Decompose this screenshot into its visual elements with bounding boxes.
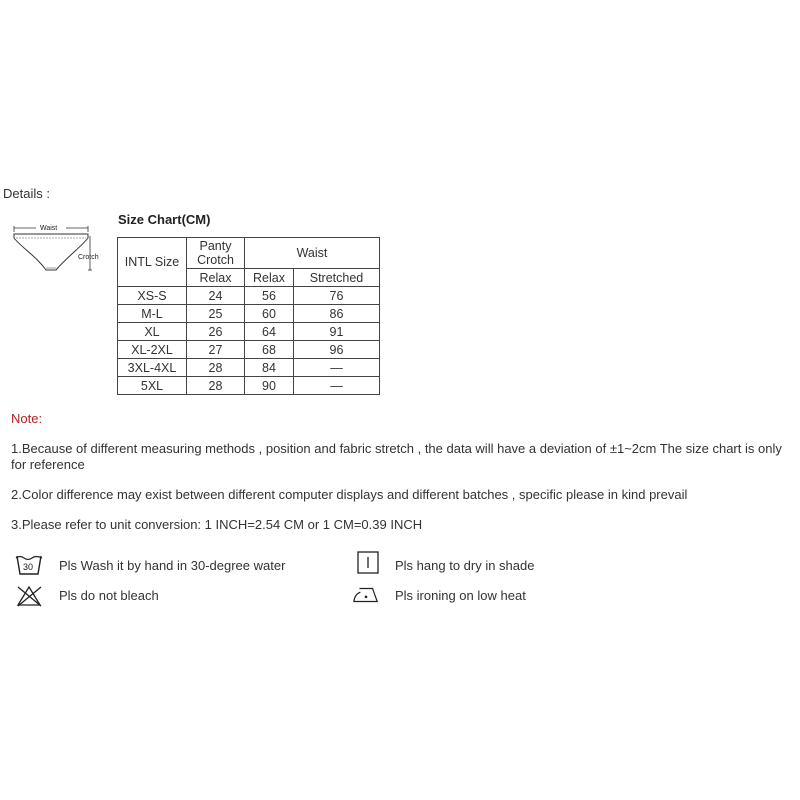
details-label: Details :: [3, 186, 50, 201]
dry-instruction: Pls hang to dry in shade: [395, 558, 535, 573]
subheader-crotch-relax: Relax: [187, 269, 245, 287]
header-panty-crotch: Panty Crotch: [187, 238, 245, 269]
no-bleach-icon: [15, 584, 43, 608]
cell-stretched: —: [294, 359, 380, 377]
table-row: [118, 341, 380, 359]
table-row: [118, 359, 380, 377]
cell-stretched: 86: [294, 305, 380, 323]
panty-diagram-icon: [8, 218, 108, 288]
cell-crotch: 28: [187, 377, 245, 395]
iron-low-heat-icon: [352, 583, 380, 607]
cell-stretched: 96: [294, 341, 380, 359]
cell-size: XS-S: [118, 287, 187, 305]
header-intl-size: INTL Size: [118, 238, 187, 287]
note-3: 3.Please refer to unit conversion: 1 INCH=2.54 CM or 1 CM=0.39 INCH: [11, 517, 423, 532]
note-1: 1.Because of different measuring methods , position and fabric stretch , the data will have a deviation of ±1~2cm The size chart is only for reference: [11, 441, 782, 472]
bleach-instruction: Pls do not bleach: [59, 588, 159, 603]
cell-crotch: 25: [187, 305, 245, 323]
wash-temp-label: 30: [23, 562, 34, 572]
subheader-waist-relax: Relax: [245, 269, 294, 287]
cell-size: XL-2XL: [118, 341, 187, 359]
iron-instruction: Pls ironing on low heat: [395, 588, 526, 603]
cell-relax: 56: [245, 287, 294, 305]
cell-relax: 84: [245, 359, 294, 377]
cell-size: 3XL-4XL: [118, 359, 187, 377]
hand-wash-icon: [15, 553, 43, 577]
cell-size: XL: [118, 323, 187, 341]
cell-stretched: 76: [294, 287, 380, 305]
table-row: [118, 377, 380, 395]
wash-instruction: Pls Wash it by hand in 30-degree water: [59, 558, 286, 573]
hang-dry-icon: [355, 551, 383, 575]
subheader-waist-stretched: Stretched: [294, 269, 380, 287]
diagram-crotch-label: Crotch: [78, 254, 99, 261]
cell-size: M-L: [118, 305, 187, 323]
note-label: Note:: [11, 411, 43, 426]
cell-relax: 90: [245, 377, 294, 395]
header-waist: Waist: [245, 238, 380, 269]
cell-relax: 64: [245, 323, 294, 341]
table-row: [118, 287, 380, 305]
cell-stretched: —: [294, 377, 380, 395]
table-row: [118, 305, 380, 323]
cell-crotch: 28: [187, 359, 245, 377]
table-header-row: [118, 238, 380, 269]
diagram-waist-label: Waist: [40, 225, 58, 232]
table-row: [118, 323, 380, 341]
note-2: 2.Color difference may exist between different computer displays and different batches , specific please in kind prevail: [11, 487, 688, 502]
cell-crotch: 27: [187, 341, 245, 359]
cell-stretched: 91: [294, 323, 380, 341]
cell-crotch: 24: [187, 287, 245, 305]
cell-size: 5XL: [118, 377, 187, 395]
cell-relax: 60: [245, 305, 294, 323]
cell-crotch: 26: [187, 323, 245, 341]
size-chart-title: Size Chart(CM): [118, 212, 211, 227]
cell-relax: 68: [245, 341, 294, 359]
size-chart-table: [117, 237, 380, 395]
